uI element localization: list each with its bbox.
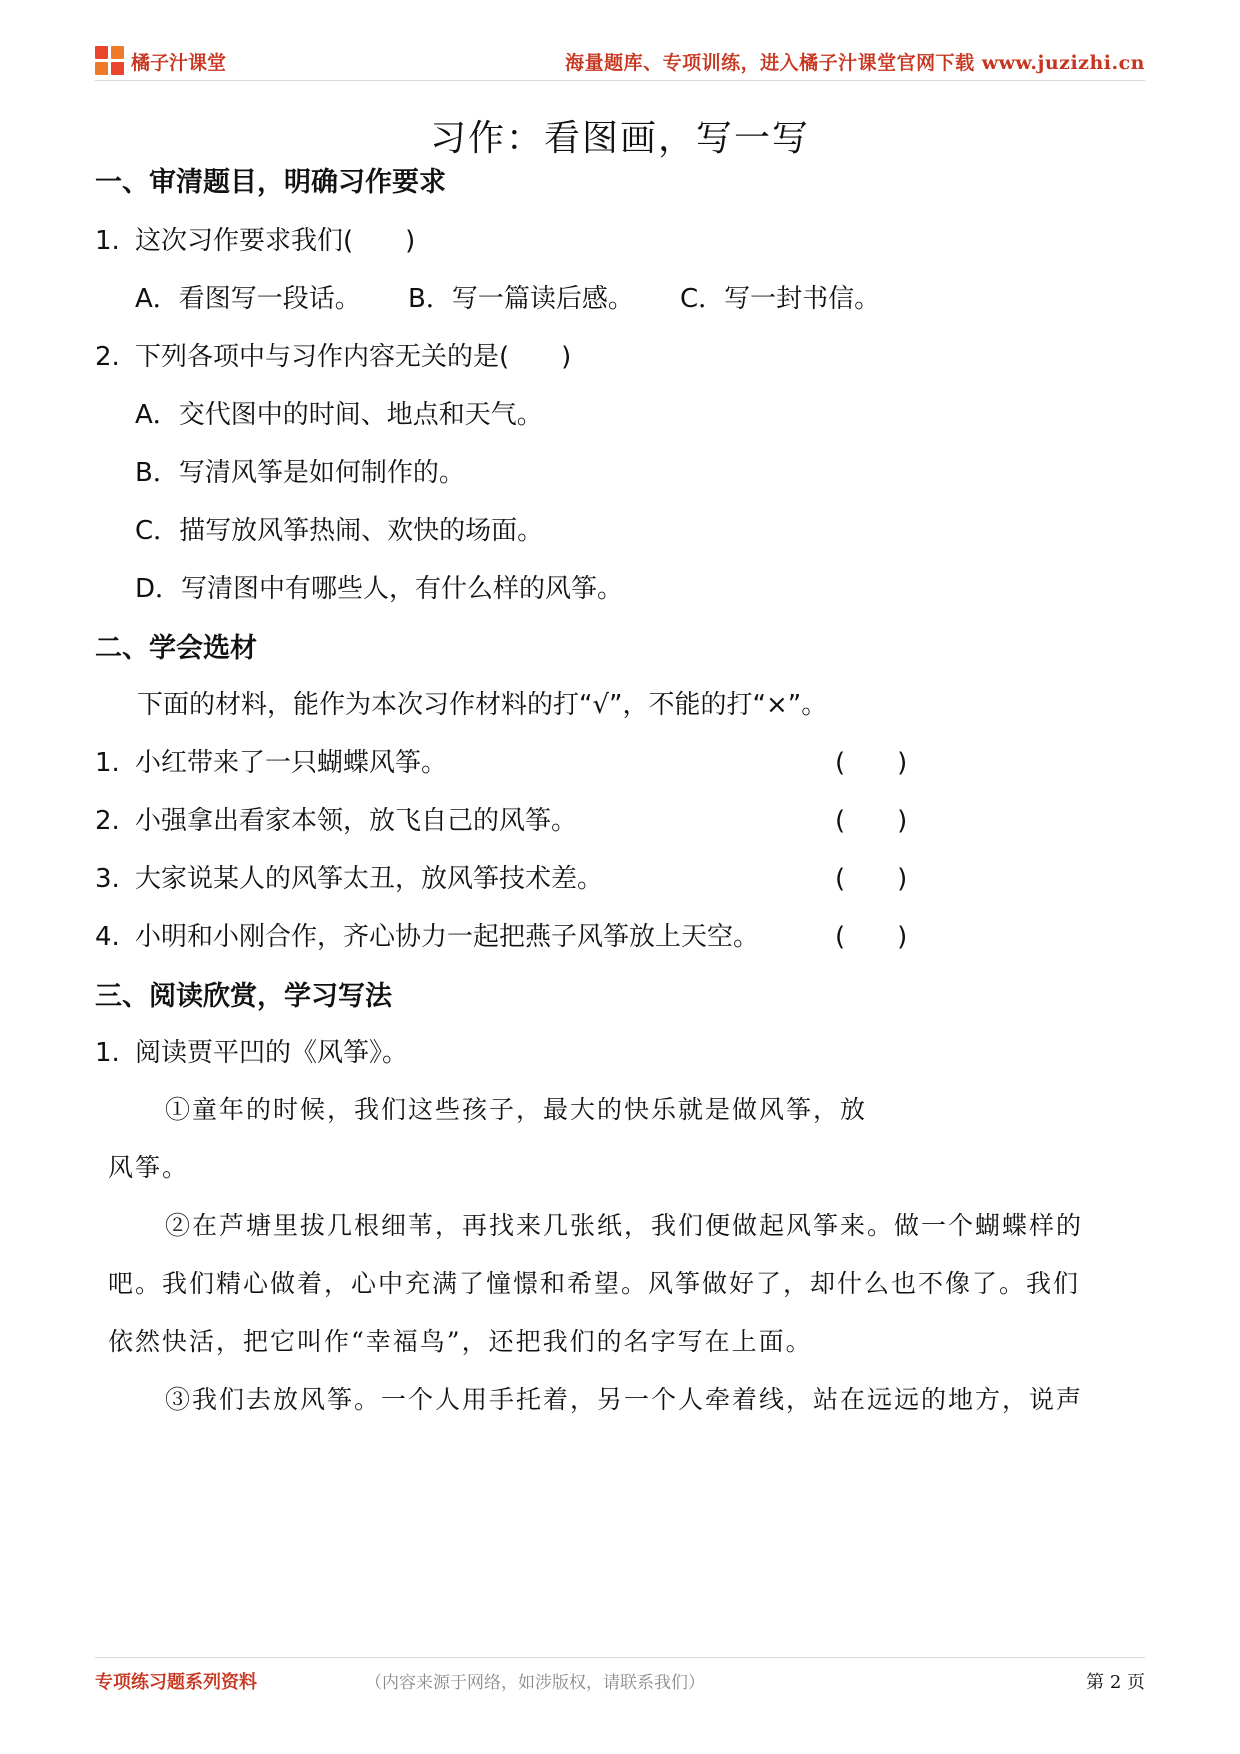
reading-line: ③我们去放风筝。一个人用手托着，另一个人牵着线，站在远远的地方，说声 (165, 1385, 1084, 1414)
answer-paren: ( ) (835, 748, 908, 778)
reading-line: ①童年的时候，我们这些孩子，最大的快乐就是做风筝，放 (165, 1095, 868, 1124)
list-item (95, 858, 603, 895)
option-c: C．描写放风筝热闹、欢快的场面。 (135, 516, 544, 546)
section2-heading: 二、学会选材 (95, 633, 257, 664)
page-number: 第 2 页 (1086, 1672, 1145, 1693)
item-text: 小明和小刚合作，齐心协力一起把燕子风筝放上天空。 (135, 922, 760, 952)
answer-paren: ( ) (835, 922, 908, 952)
option-a: A．看图写一段话。 (135, 284, 361, 314)
item-text: 小红带来了一只蝴蝶风筝。 (135, 748, 448, 778)
option-b: B．写清风筝是如何制作的。 (135, 458, 465, 488)
question-text: 下列各项中与习作内容无关的是( ) (135, 342, 572, 372)
logo-icon (95, 46, 125, 76)
section3-heading: 三、阅读欣赏，学习写法 (95, 981, 392, 1012)
footer-copyright-note: （内容来源于网络，如涉版权，请联系我们） (365, 1673, 705, 1693)
header-slogan: 海量题库、专项训练，进入橘子汁课堂官网下载 www.juzizhi.cn (565, 52, 1145, 74)
question-text: 阅读贾平凹的《风筝》。 (135, 1038, 409, 1068)
reading-line: 依然快活，把它叫作“幸福鸟”，还把我们的名字写在上面。 (108, 1327, 813, 1356)
option-a: A．交代图中的时间、地点和天气。 (135, 400, 543, 430)
reading-line: ②在芦塘里拔几根细苇，再找来几张纸，我们便做起风筝来。做一个蝴蝶样的 (165, 1211, 1084, 1240)
logo (95, 46, 226, 76)
item-number: 4. (95, 922, 120, 952)
question-1 (95, 1032, 408, 1069)
list-item (95, 742, 447, 779)
item-text: 大家说某人的风筝太丑，放风筝技术差。 (135, 864, 604, 894)
item-number: 1. (95, 748, 120, 778)
answer-paren: ( ) (835, 806, 908, 836)
item-number: 3. (95, 864, 120, 894)
footer-series-label: 专项练习题系列资料 (95, 1672, 257, 1693)
list-item (95, 916, 759, 953)
answer-paren: ( ) (835, 864, 908, 894)
list-item (95, 800, 577, 837)
page-footer (95, 1657, 1145, 1698)
item-text: 小强拿出看家本领，放飞自己的风筝。 (135, 806, 578, 836)
question-2 (95, 336, 571, 373)
logo-text: 橘子汁课堂 (131, 51, 227, 74)
question-text: 这次习作要求我们( ) (135, 226, 416, 256)
item-number: 2. (95, 806, 120, 836)
section2-instruction: 下面的材料，能作为本次习作材料的打“√”，不能的打“×”。 (137, 690, 828, 720)
question-1 (95, 220, 415, 257)
reading-line: 风筝。 (108, 1153, 190, 1182)
section1-heading: 一、审清题目，明确习作要求 (95, 167, 446, 198)
option-d: D．写清图中有哪些人，有什么样的风筝。 (135, 574, 624, 604)
option-c: C．写一封书信。 (680, 284, 881, 314)
page-title: 习作：看图画，写一写 (429, 118, 810, 159)
reading-line: 吧。我们精心做着，心中充满了憧憬和希望。风筝做好了，却什么也不像了。我们 (108, 1269, 1081, 1298)
question-number: 2. (95, 342, 120, 372)
page-header (95, 40, 1145, 81)
option-b: B．写一篇读后感。 (408, 284, 634, 314)
question-number: 1. (95, 1038, 120, 1068)
question-number: 1. (95, 226, 120, 256)
